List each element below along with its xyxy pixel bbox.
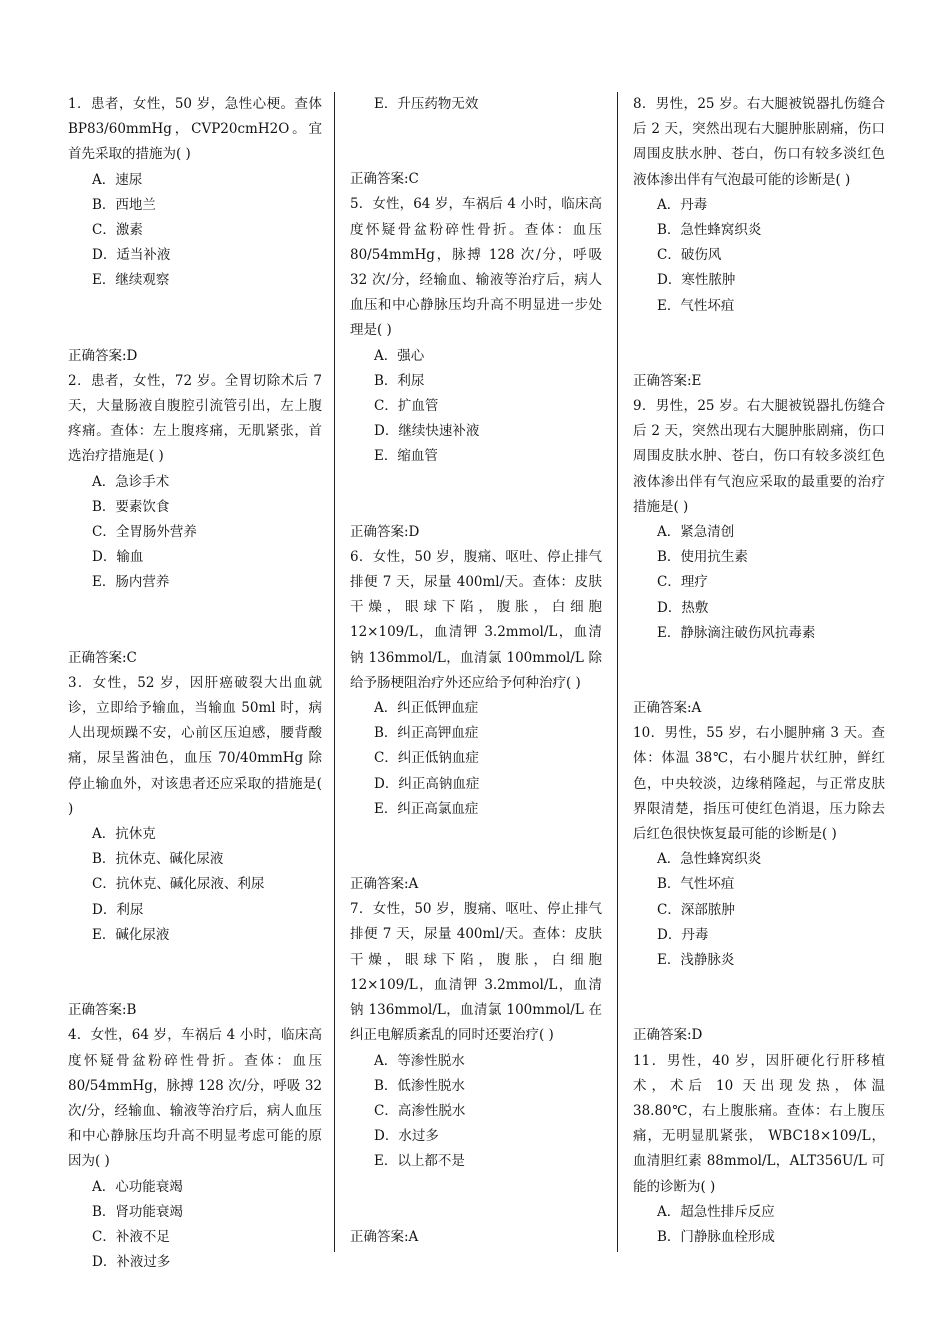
option-b[interactable]: B．急性蜂窝织炎 [657, 222, 762, 239]
question-1 [68, 92, 322, 369]
question-9 [633, 394, 885, 721]
question-number: 9． [633, 398, 656, 415]
question-3 [68, 671, 322, 1023]
question-stem: 男性，55 岁，右小腿肿痛 3 天。查体：体温 38℃，右小腿片状红肿，鲜红色，中央较淡，边缘稍隆起，与正常皮肤界限清楚，指压可使红色消退，压力除去后红色很快恢复最可能的诊断是( ) [633, 725, 885, 843]
option-c[interactable]: C．纠正低钠血症 [374, 750, 479, 767]
question-number: 11． [633, 1052, 667, 1069]
option-d[interactable]: D．丹毒 [657, 926, 709, 943]
correct-answer: 正确答案:A [633, 700, 702, 717]
correct-answer: 正确答案:C [68, 649, 137, 666]
question-4-continued [350, 92, 602, 192]
question-stem: 男性，25 岁。右大腿被锐器扎伤缝合后 2 天，突然出现右大腿肿胀剧痛，伤口周围皮肤水肿、苍白，伤口有较多淡红色液体渗出伴有气泡最可能的诊断是( ) [633, 96, 885, 188]
correct-answer: 正确答案:B [68, 1002, 137, 1019]
question-stem: 女性，64 岁，车祸后 4 小时，临床高度怀疑骨盆粉碎性骨折。查体：血压 80/54mmHg，脉搏 128 次/分，呼吸 32 次/分，经输血、输液等治疗后，病人血压和中心静脉压均升高不明显进一步处理是( ) [350, 196, 602, 339]
option-b[interactable]: B．门静脉血栓形成 [657, 1228, 775, 1245]
question-8 [633, 92, 885, 394]
column-2 [350, 92, 602, 1250]
option-a[interactable]: A．紧急清创 [657, 524, 735, 541]
option-e[interactable]: E．纠正高氯血症 [374, 800, 479, 817]
option-a[interactable]: A．急诊手术 [92, 473, 170, 490]
question-stem: 患者，女性，50 岁，急性心梗。查体 BP83/60mmHg，CVP20cmH2O。宜首先采取的措施为( ) [68, 96, 322, 163]
option-d[interactable]: D．水过多 [374, 1128, 439, 1145]
question-stem: 女性，64 岁，车祸后 4 小时，临床高度怀疑骨盆粉碎性骨折。查体：血压 80/54mmHg，脉搏 128 次/分，呼吸 32 次/分，经输血、输液等治疗后，病人血压和中心静脉压均升高不明显考虑可能的原因为( ) [68, 1027, 322, 1170]
option-e[interactable]: E．碱化尿液 [92, 926, 170, 943]
option-c[interactable]: C．补液不足 [92, 1228, 170, 1245]
option-b[interactable]: B．使用抗生素 [657, 549, 748, 566]
question-7 [350, 897, 602, 1249]
option-a[interactable]: A．纠正低钾血症 [374, 700, 479, 717]
option-e[interactable]: E．浅静脉炎 [657, 952, 735, 969]
option-a[interactable]: A．急性蜂窝织炎 [657, 851, 762, 868]
option-e[interactable]: E．气性坏疽 [657, 297, 735, 314]
column-divider-right [617, 92, 618, 1252]
correct-answer: 正确答案:D [68, 347, 138, 364]
option-e[interactable]: E．静脉滴注破伤风抗毒素 [657, 624, 816, 641]
question-4 [68, 1023, 322, 1275]
option-c[interactable]: C．全胃肠外营养 [92, 524, 197, 541]
option-d[interactable]: D．寒性脓肿 [657, 272, 736, 289]
question-number: 7． [350, 901, 373, 918]
option-b[interactable]: B．低渗性脱水 [374, 1077, 465, 1094]
question-number: 5． [350, 196, 373, 213]
option-b[interactable]: B．要素饮食 [92, 498, 170, 515]
correct-answer: 正确答案:C [350, 171, 419, 188]
question-number: 1． [68, 96, 92, 112]
question-number: 3． [68, 674, 93, 691]
question-2 [68, 369, 322, 671]
option-b[interactable]: B．利尿 [374, 372, 425, 389]
option-d[interactable]: D．热敷 [657, 599, 709, 616]
correct-answer: 正确答案:D [350, 523, 420, 540]
option-e[interactable]: E．继续观察 [92, 272, 170, 289]
question-5 [350, 192, 602, 544]
option-d[interactable]: D．继续快速补液 [374, 423, 480, 440]
option-a[interactable]: A．速尿 [92, 171, 143, 188]
option-e[interactable]: E．以上都不是 [374, 1153, 465, 1170]
option-b[interactable]: B．肾功能衰竭 [92, 1203, 183, 1220]
option-b[interactable]: B．纠正高钾血症 [374, 725, 479, 742]
correct-answer: 正确答案:D [633, 1027, 703, 1044]
option-e[interactable]: E．升压药物无效 [374, 96, 479, 112]
option-e[interactable]: E．肠内营养 [92, 574, 170, 591]
option-d[interactable]: D．适当补液 [92, 247, 171, 264]
correct-answer: 正确答案:A [350, 1228, 419, 1245]
option-b[interactable]: B．西地兰 [92, 196, 156, 213]
question-stem: 女性，50 岁，腹痛、呕吐、停止排气排便 7 天，尿量 400ml/天。查体：皮肤干燥，眼球下陷，腹胀，白细胞 12×109/L，血清钾 3.2mmol/L，血清钠 136mmol/L，血清氯 100mmol/L 在纠正电解质紊乱的同时还要治疗( ) [350, 901, 602, 1044]
question-stem: 男性，25 岁。右大腿被锐器扎伤缝合后 2 天，突然出现右大腿肿胀剧痛，伤口周围皮肤水肿、苍白，伤口有较多淡红色液体渗出伴有气泡应采取的最重要的治疗措施是( ) [633, 398, 885, 515]
option-b[interactable]: B．抗休克、碱化尿液 [92, 851, 224, 868]
option-d[interactable]: D．纠正高钠血症 [374, 775, 480, 792]
question-stem: 女性，52 岁，因肝癌破裂大出血就诊，立即给予输血，当输血 50ml 时，病人出现烦躁不安，心前区压迫感，腰背酸痛，尿呈酱油色，血压 70/40mmHg 除停止输血外，对该患者还应采取的措施是( ) [68, 674, 322, 817]
option-c[interactable]: C．深部脓肿 [657, 901, 735, 918]
question-number: 10． [633, 725, 665, 742]
question-11 [633, 1049, 885, 1251]
option-a[interactable]: A．丹毒 [657, 196, 708, 213]
option-c[interactable]: C．高渗性脱水 [374, 1102, 466, 1119]
option-e[interactable]: E．缩血管 [374, 448, 438, 465]
option-a[interactable]: A．等渗性脱水 [374, 1052, 465, 1069]
question-10 [633, 721, 885, 1048]
question-stem: 男性，40 岁，因肝硬化行肝移植术，术后 10 天出现发热，体温 38.80℃，右上腹胀痛。查体：右上腹压痛，无明显肌紧张， WBC18×109/L， 血清胆红素 88mmol/L，ALT356U/L 可能的诊断为( ) [633, 1052, 885, 1195]
option-c[interactable]: C．破伤风 [657, 247, 722, 264]
option-c[interactable]: C．激素 [92, 222, 143, 239]
column-3 [633, 92, 885, 1250]
question-stem: 患者，女性，72 岁。全胃切除术后 7 天，大量肠液自腹腔引流管引出，左上腹疼痛。查体：左上腹疼痛，无肌紧张，首选治疗措施是( ) [68, 372, 322, 465]
question-number: 4． [68, 1027, 91, 1044]
column-divider-left [334, 92, 335, 1252]
question-number: 2． [68, 372, 92, 389]
option-c[interactable]: C．扩血管 [374, 398, 439, 415]
option-d[interactable]: D．补液过多 [92, 1254, 171, 1271]
option-c[interactable]: C．理疗 [657, 574, 708, 591]
option-a[interactable]: A．强心 [374, 347, 425, 364]
column-1 [68, 92, 322, 1275]
question-6 [350, 545, 602, 897]
option-c[interactable]: C．抗休克、碱化尿液、利尿 [92, 876, 265, 893]
question-number: 8． [633, 96, 656, 112]
option-a[interactable]: A．心功能衰竭 [92, 1178, 183, 1195]
question-stem: 女性，50 岁，腹痛、呕吐、停止排气排便 7 天，尿量 400ml/天。查体：皮肤干燥，眼球下陷，腹胀，白细胞 12×109/L，血清钾 3.2mmol/L，血清钠 136mmol/L，血清氯 100mmol/L 除给予肠梗阻治疗外还应给予何种治疗( ) [350, 548, 602, 691]
option-d[interactable]: D．输血 [92, 549, 144, 566]
question-number: 6． [350, 548, 373, 565]
option-d[interactable]: D．利尿 [92, 901, 144, 918]
option-b[interactable]: B．气性坏疽 [657, 876, 735, 893]
option-a[interactable]: A．抗休克 [92, 826, 156, 843]
correct-answer: 正确答案:A [350, 876, 419, 893]
option-a[interactable]: A．超急性排斥反应 [657, 1203, 775, 1220]
correct-answer: 正确答案:E [633, 372, 702, 389]
